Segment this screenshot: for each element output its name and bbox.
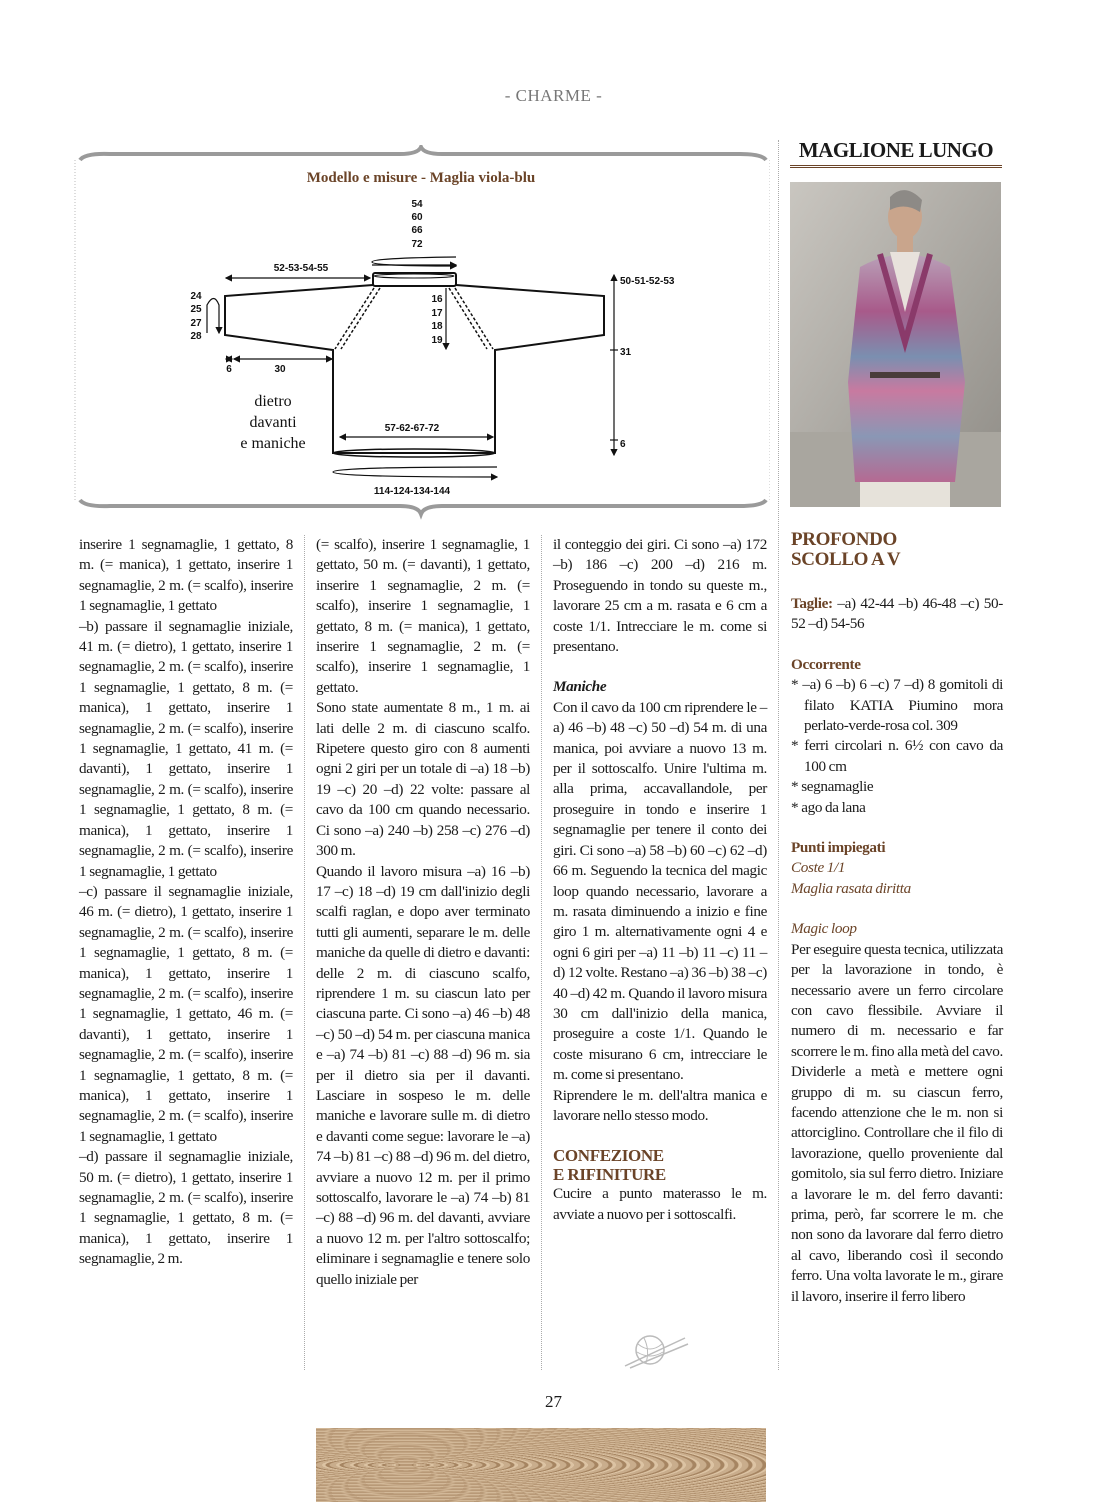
body-length-label: 31 bbox=[620, 347, 632, 358]
raglan-dashed-lines bbox=[335, 288, 493, 349]
raglan-depth-label: 17 bbox=[431, 308, 443, 319]
pattern-title: MAGLIONE LUNGO bbox=[790, 138, 1002, 168]
occorrente-heading: Occorrente bbox=[791, 655, 861, 673]
neck-size-label: 54 bbox=[411, 199, 423, 210]
frame-bottom bbox=[80, 500, 766, 514]
neck-size-label: 72 bbox=[411, 239, 423, 250]
page-number: 27 bbox=[545, 1392, 562, 1411]
paragraph: Riprendere le m. dell'altra manica e lavorare nello stesso modo. bbox=[553, 1086, 767, 1124]
yarn-ball-icon bbox=[620, 1330, 690, 1370]
sizes-value: –a) 42-44 –b) 46-48 –c) 50-52 –d) 54-56 bbox=[791, 595, 1003, 633]
cuff-size-label: 28 bbox=[190, 331, 202, 342]
heading-line: CONFEZIONE bbox=[553, 1146, 664, 1166]
raglan-depth-label: 16 bbox=[431, 294, 443, 305]
knit-texture-image bbox=[316, 1428, 766, 1502]
maniche-heading: Maniche bbox=[553, 678, 607, 696]
cuff-rib-label: 6 bbox=[226, 364, 232, 375]
cuff-size-label: 25 bbox=[190, 304, 202, 315]
materials-item: * ago da lana bbox=[791, 798, 866, 816]
frame-top bbox=[80, 147, 766, 160]
total-length-label: 50-51-52-53 bbox=[620, 276, 675, 287]
confezione-heading bbox=[553, 1146, 767, 1184]
hem-circumference-label: 114-124-134-144 bbox=[373, 486, 451, 497]
materials-item: * segnamaglie bbox=[791, 778, 874, 796]
raglan-depth-label: 18 bbox=[431, 321, 443, 332]
punti-heading: Punti impiegati bbox=[791, 839, 886, 857]
sizes bbox=[791, 594, 1003, 635]
pattern-diagram bbox=[70, 145, 770, 520]
heading-line: SCOLLO A V bbox=[791, 549, 901, 570]
piece-label: davanti bbox=[249, 414, 297, 431]
materials-item: * –a) 6 –b) 6 –c) 7 –d) 8 gomitoli di filato KATIA Piumino mora perlato-verde-rosa col. 309 bbox=[791, 676, 1003, 735]
instructions-column-1 bbox=[79, 535, 293, 1270]
paragraph: Per eseguire questa tecnica, utilizzata per la lavorazione in tondo, è necessario avere un ferro circolare con cavo flessibile. Avviare il numero di m. necessario e far scorrere le m. fino alla metà del cavo. Dividerle a metà e mettere ogni gruppo di m. su ciascun ferro, facendo attenzione che le m. non si attorciglino. Controllare che il filo di lavorazione, quello proveniente dal gomitolo, sia sul ferro dietro. Iniziare a lavorare le m. del ferro davanti: prima, però, far scorrere le m. che non sono da lavorare dal ferro dietro al cavo, liberando così il secondo ferro. Una volta lavorate le m., girare il lavoro, inserire il ferro libero bbox=[791, 940, 1003, 1305]
paragraph: Con il cavo da 100 cm riprendere le –a) 46 –b) 48 –c) 50 –d) 54 m. di una manica, poi avviare a nuovo 13 m. per il sottoscalfo. Unire l'ultima m. alla prima, accavallandole, per proseguire in tondo e inserire 1 segnamaglie per tenere il conto dei giri. Ci sono –a) 58 –b) 60 –c) 62 –d) 66 m. Seguendo la tecnica del magic loop quando necessario, lavorare a m. rasata diminuendo a inizio e fine giro 1 m. alternativamente ogni 4 e ogni 6 giri per –a) 11 –b) 11 –c) 11 –d) 12 volte. Restano –a) 36 –b) 38 –c) 40 –d) 42 m. Quando il lavoro misura 30 cm dall'inizio della manica, proseguire a coste 1/1. Quando le coste misurano 6 cm, intrecciare le m. come si presentano. bbox=[553, 698, 767, 1084]
paragraph: –d) passare il segnamaglie iniziale, 50 m. (= dietro), 1 gettato, inserire 1 segnamaglie, 2 m. (= scalfo), inserire 1 segnamaglie, 1 gettato, 8 m. (= manica), 1 gettato, inserire 1 segnamaglie, 2 m. bbox=[79, 1148, 293, 1268]
instructions-column-3 bbox=[553, 535, 767, 1225]
heading-line: E RIFINITURE bbox=[553, 1165, 666, 1185]
column-divider bbox=[541, 535, 542, 1370]
column-divider bbox=[778, 140, 779, 1370]
body-width-label: 57-62-67-72 bbox=[384, 423, 440, 434]
cuff-size-label: 27 bbox=[190, 318, 202, 329]
paragraph: inserire 1 segnamaglie, 1 gettato, 8 m. (= manica), 1 gettato, inserire 1 segnamaglie, 2 m. (= scalfo), inserire 1 segnamaglie, 1 gettato bbox=[79, 536, 293, 615]
sleeve-length-label: 30 bbox=[274, 364, 286, 375]
piece-label: dietro bbox=[254, 393, 292, 410]
paragraph: (= scalfo), inserire 1 segnamaglie, 1 gettato, 50 m. (= davanti), 1 gettato, inserire 1 segnamaglie, 2 m. (= scalfo), inserire 1 segnamaglie, 1 gettato, 8 m. (= manica), 1 gettato, inserire 1 segnamaglie, 2 m. (= scalfo), inserire 1 segnamaglie, 1 gettato. bbox=[316, 536, 530, 696]
magazine-header: - CHARME - bbox=[504, 86, 603, 105]
paragraph: Cucire a punto materasso le m. avviate a nuovo per i sottoscalfi. bbox=[553, 1185, 767, 1223]
raglan-depth-label: 19 bbox=[431, 335, 443, 346]
piece-label: e maniche bbox=[240, 435, 306, 452]
column-divider bbox=[304, 535, 305, 1370]
neck-size-label: 66 bbox=[411, 225, 423, 236]
instructions-column-2 bbox=[316, 535, 530, 1290]
diagram-title: Modello e misure - Maglia viola-blu bbox=[306, 170, 536, 186]
heading-line: PROFONDO bbox=[791, 529, 897, 550]
materials-item: * ferri circolari n. 6½ con cavo da 100 cm bbox=[791, 737, 1003, 775]
paragraph: Quando il lavoro misura –a) 16 –b) 17 –c) 18 –d) 19 cm dall'inizio degli scalfi raglan, e dopo aver terminato tutti gli aumenti, separare le m. delle maniche da quelle di dietro e davanti: delle 2 m. di ciascuno scalfo, riprendere 1 m. su ciascun lato per ciascuna parte. Ci sono –a) 46 –b) 48 –c) 50 –d) 54 m. per ciascuna manica e –a) 74 –b) 81 –c) 88 –d) 96 m. sia per il dietro sia per il davanti. Lasciare in sospeso le m. delle maniche e lavorare sulle m. di dietro e davanti come segue: lavorare le –a) 74 –b) 81 –c) 88 –d) 96 m. del dietro, avviare a nuovo 12 m. per il primo sottoscalfo, lavorare le –a) 74 –b) 81 –c) 88 –d) 96 m. del davanti, avviare a nuovo 12 m. per l'altro sottoscalfo; eliminare i segnamaglie e tenere solo quello iniziale per bbox=[316, 862, 530, 1288]
sidebar-heading bbox=[791, 530, 1003, 570]
paragraph: –b) passare il segnamaglie iniziale, 41 m. (= dietro), 1 gettato, inserire 1 segnamaglie, 2 m. (= scalfo), inserire 1 segnamaglie, 1 gettato, 8 m. (= manica), 1 gettato, inserire 1 segnamaglie, 2 m. (= scalfo), inserire 1 segnamaglie, 1 gettato, 41 m. (= davanti), 1 gettato, inserire 1 segnamaglie, 2 m. (= scalfo), inserire 1 segnamaglie, 1 gettato, 8 m. (= manica), 1 gettato, inserire 1 segnamaglie, 2 m. (= scalfo), inserire 1 segnamaglie, 1 gettato bbox=[79, 617, 293, 880]
sleeve-top-length-label: 52-53-54-55 bbox=[273, 263, 329, 274]
paragraph: il conteggio dei giri. Ci sono –a) 172 –b) 186 –c) 200 –d) 216 m. Proseguendo in tondo su queste m., lavorare 25 cm a m. rasata e 6 cm a coste 1/1. Intrecciare le m. come si presentano. bbox=[553, 536, 767, 656]
sizes-label: Taglie: bbox=[791, 595, 833, 612]
model-photo bbox=[790, 182, 1001, 507]
magic-loop-heading: Magic loop bbox=[791, 920, 857, 938]
paragraph: –c) passare il segnamaglie iniziale, 46 m. (= dietro), 1 gettato, inserire 1 segnamaglie, 2 m. (= scalfo), inserire 1 segnamaglie, 1 gettato, 8 m. (= manica), 1 gettato, inserire 1 segnamaglie, 2 m. (= scalfo), inserire 1 segnamaglie, 1 gettato, 46 m. (= davanti), 1 gettato, inserire 1 segnamaglie, 2 m. (= scalfo), inserire 1 segnamaglie, 1 gettato, 8 m. (= manica), 1 gettato, inserire 1 segnamaglie, 2 m. (= scalfo), inserire 1 segnamaglie, 1 gettato bbox=[79, 882, 293, 1145]
paragraph: Sono state aumentate 8 m., 1 m. ai lati delle 2 m. di ciascuno scalfo. Ripetere questo giro con 8 aumenti ogni 2 giri per un totale di –a) 18 –b) 19 –c) 20 –d) 22 volte: passare al cavo da 100 cm quando necessario. Ci sono –a) 240 –b) 258 –c) 276 –d) 300 m. bbox=[316, 699, 530, 860]
neck-size-label: 60 bbox=[411, 212, 423, 223]
stitch-item: Coste 1/1 bbox=[791, 859, 846, 877]
cuff-size-label: 24 bbox=[190, 291, 202, 302]
sidebar-column bbox=[791, 530, 1003, 1307]
body-rib-label: 6 bbox=[620, 439, 626, 450]
stitch-item: Maglia rasata diritta bbox=[791, 879, 911, 897]
